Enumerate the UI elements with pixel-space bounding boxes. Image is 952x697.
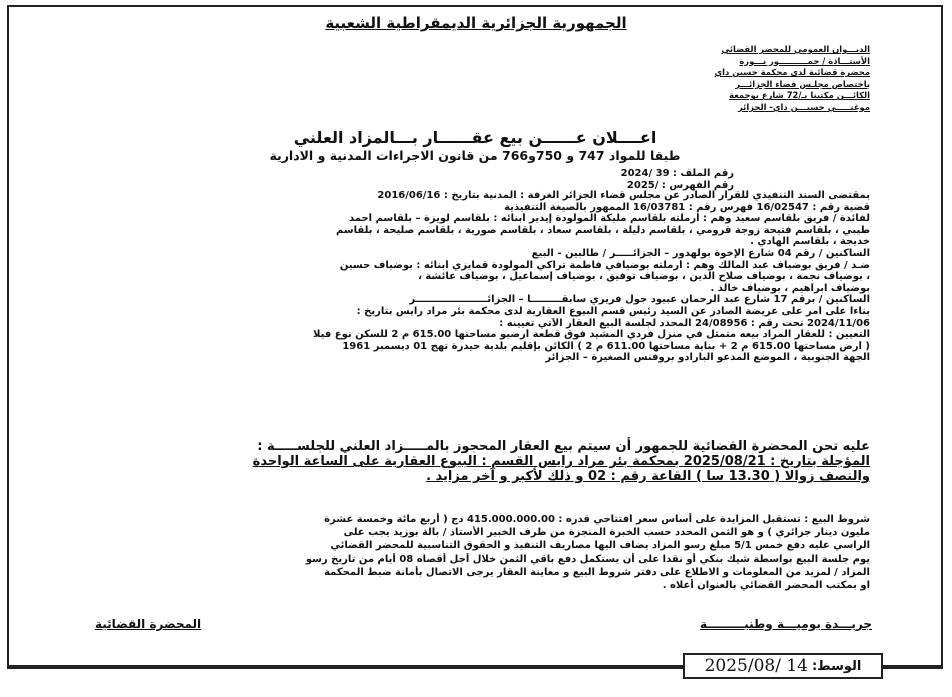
terms-line: شروط البيع : تستقبل المزايدة على أساس سعر افتتاحي قدره : 415.000.000.00 دج ( أربع مائة وخمسة عشرة xyxy=(324,514,870,525)
body-line: ( أرض مساحتها 615.00 م 2 + بناية مساحتها 611.00 م 2 ) الكائن بإقليم بلدية حيدرة تهج 01 ديسمبر 1961 xyxy=(342,340,870,352)
body-line: طيبي ، بلقاسم فتيحة زوجة قرومي ، بلقاسم دليلة ، بلقاسم سعاد ، بلقاسم صورية ، بلقاسم صليحة ، بلقاسم xyxy=(335,224,870,236)
terms-line: يوم جلسة البيع بواسطة شيك بنكي أو نقدا على أن يستكمل دفع باقي الثمن خلال أجل أقصاه 08 أيام من تاريخ رسو xyxy=(305,553,870,565)
sale-terms xyxy=(80,513,870,592)
body-line: بمقتضى السند التنفيذي للقرار الصادر عن مجلس قضاء الجزائر الغرفة : المدنية بتاريخ : 2016/06/16 xyxy=(377,190,870,201)
auction-time-line xyxy=(80,469,870,484)
footer-rule-left xyxy=(9,665,683,667)
body-line: بوضياف ابراهيم ، بوضياف خالد . xyxy=(710,282,870,294)
announcement-title: اعــــلان عــــــن بيع عقــــــار بـــالمزاد العلني xyxy=(293,128,657,147)
body-line: التعيين : للعقار المراد بيعه متمثل في منزل فردي المشيد فوق قطعة أرضيو مساحتها 615.00 م 2 للسكن نوع فيلا xyxy=(313,329,870,341)
court-info-line: باختصاص مجلـس قضاء الجزائـــر xyxy=(735,78,870,89)
publication-date: 2025/08/ 14 xyxy=(704,656,808,676)
body-line: بناءا على أمر على عريضة الصادر عن السيد رئيس قسم البيوع العقارية لدى محكمة بئر مراد رايس بتاريخ : xyxy=(356,305,870,317)
terms-line: مليون دينار جزائري ) و هو الثمن المحدد حسب الخبرة المنجزة من طرف الخبير الأستاذ / بالة بوزيد يجب على xyxy=(343,527,870,539)
publication-label: الوسط: xyxy=(811,658,862,674)
body-line: ، بوضياف نجمة ، بوضياف صلاح الدين ، بوضياف توفيق ، بوضياف إسماعيل ، بوضياف عائشة ، xyxy=(418,271,870,283)
auction-date-line xyxy=(80,454,870,469)
body-line: الساكنين / برقم 17 شارع عبد الرحمان عبيود جول فريري سابقـــــــــا – الجزائـــــــــــــــــــــر xyxy=(409,294,870,306)
court-info-line: الأستـــاذة / حمــــــــــور نـــورة xyxy=(739,55,870,66)
terms-line: او بمكتب المحضر القضائي بالعنوان أعلاه . xyxy=(662,580,870,592)
court-info-line: محضرة قضائية لدى محكمة حسين داي xyxy=(714,67,870,78)
publication-stamp xyxy=(683,653,883,679)
body-line: 2024/11/06 تحت رقم : 24/08956 المحدد لجلسة البيع العقار الآتي تعيينه : xyxy=(499,317,870,329)
court-info-line: الديـــوان العمومي للمحضر القضائي xyxy=(721,44,870,54)
auction-time-text: والنصف زوالا ( 13.30 سا ) القاعة رقم : 02 و ذلك لأكبر و آخر مزايد . xyxy=(426,469,870,484)
footer-rule-right xyxy=(883,665,943,667)
terms-line: المزاد / لمزيد من المعلومات و الاطلاع على دفتر شروط البيع و معاينة العقار يرجى الاتصال بأمانة ضبط المحكمة xyxy=(324,566,870,578)
body-line: الجهة الجنوبية ، الموضع المدعو البارادو بروفنس الصغيرة – الجزائر xyxy=(545,352,870,364)
court-info-block xyxy=(714,44,870,114)
auction-date-text: المؤجلة بتاريخ : 2025/08/21 بمحكمة بئر مراد رايس القسم : البيوع العقارية على الساعة الواحدة xyxy=(252,454,870,469)
newspaper-signature: جريـــدة يوميـــة وطنيـــــــــة xyxy=(700,617,872,631)
announcement-body xyxy=(80,190,870,364)
body-line: لفائدة / فريق بلقاسم سعيد وهم : أرملته بلقاسم مليكة المولودة إيدير أبنائه : بلقاسم لويزة – بلقاسم أحمد xyxy=(348,213,870,225)
reference-numbers xyxy=(621,168,734,192)
terms-line: الراسي عليه دفع خمس 5/1 مبلغ رسو المزاد يضاف اليها مصاريف التنفيذ و الحقوق التناسبية للمحضر القضائي xyxy=(330,540,870,552)
announcement-subtitle: طبقا للمواد 747 و 750و766 من قانون الاجراءات المدنية و الادارية xyxy=(269,148,681,163)
file-number: رقم الملف : 39 /2024 xyxy=(620,168,734,179)
auction-notice-line: عليه تحن المحضرة القضائية للجمهور أن سيتم بيع العقار المحجوز بالمـــــزاد العلني للجلســـــة : xyxy=(257,439,870,454)
body-line: ضـد / فريق بوضياف عبد المالك وهم : أرملته بوضيافي فاطمة تراكي المولودة قمايزي أبنائه : بوضياف حسين xyxy=(339,259,870,271)
index-number: رقم الفهرس : /2025 xyxy=(626,180,734,191)
body-line: قضية رقم : 16/02547 فهرس رقم : 16/03781 الممهور بالصيغة التنفيذية xyxy=(504,201,870,213)
court-info-line: الكائـــن مكتبنا بـ/72 شارع بوجمعة xyxy=(729,90,870,101)
body-line: الساكنين / رقم 04 شارع الإخوة بولهدور – الجزائـــــر / طالبين - البيع xyxy=(531,247,870,259)
bailiff-signature: المحضرة القضائية xyxy=(95,617,202,631)
body-line: خديجة ، بلقاسم الهادي . xyxy=(750,236,870,248)
court-info-line: موغنـــــي حسيـــن داي- الجزائر xyxy=(737,101,870,112)
republic-title: الجمهورية الجزائرية الديمقراطية الشعبية xyxy=(325,14,627,32)
